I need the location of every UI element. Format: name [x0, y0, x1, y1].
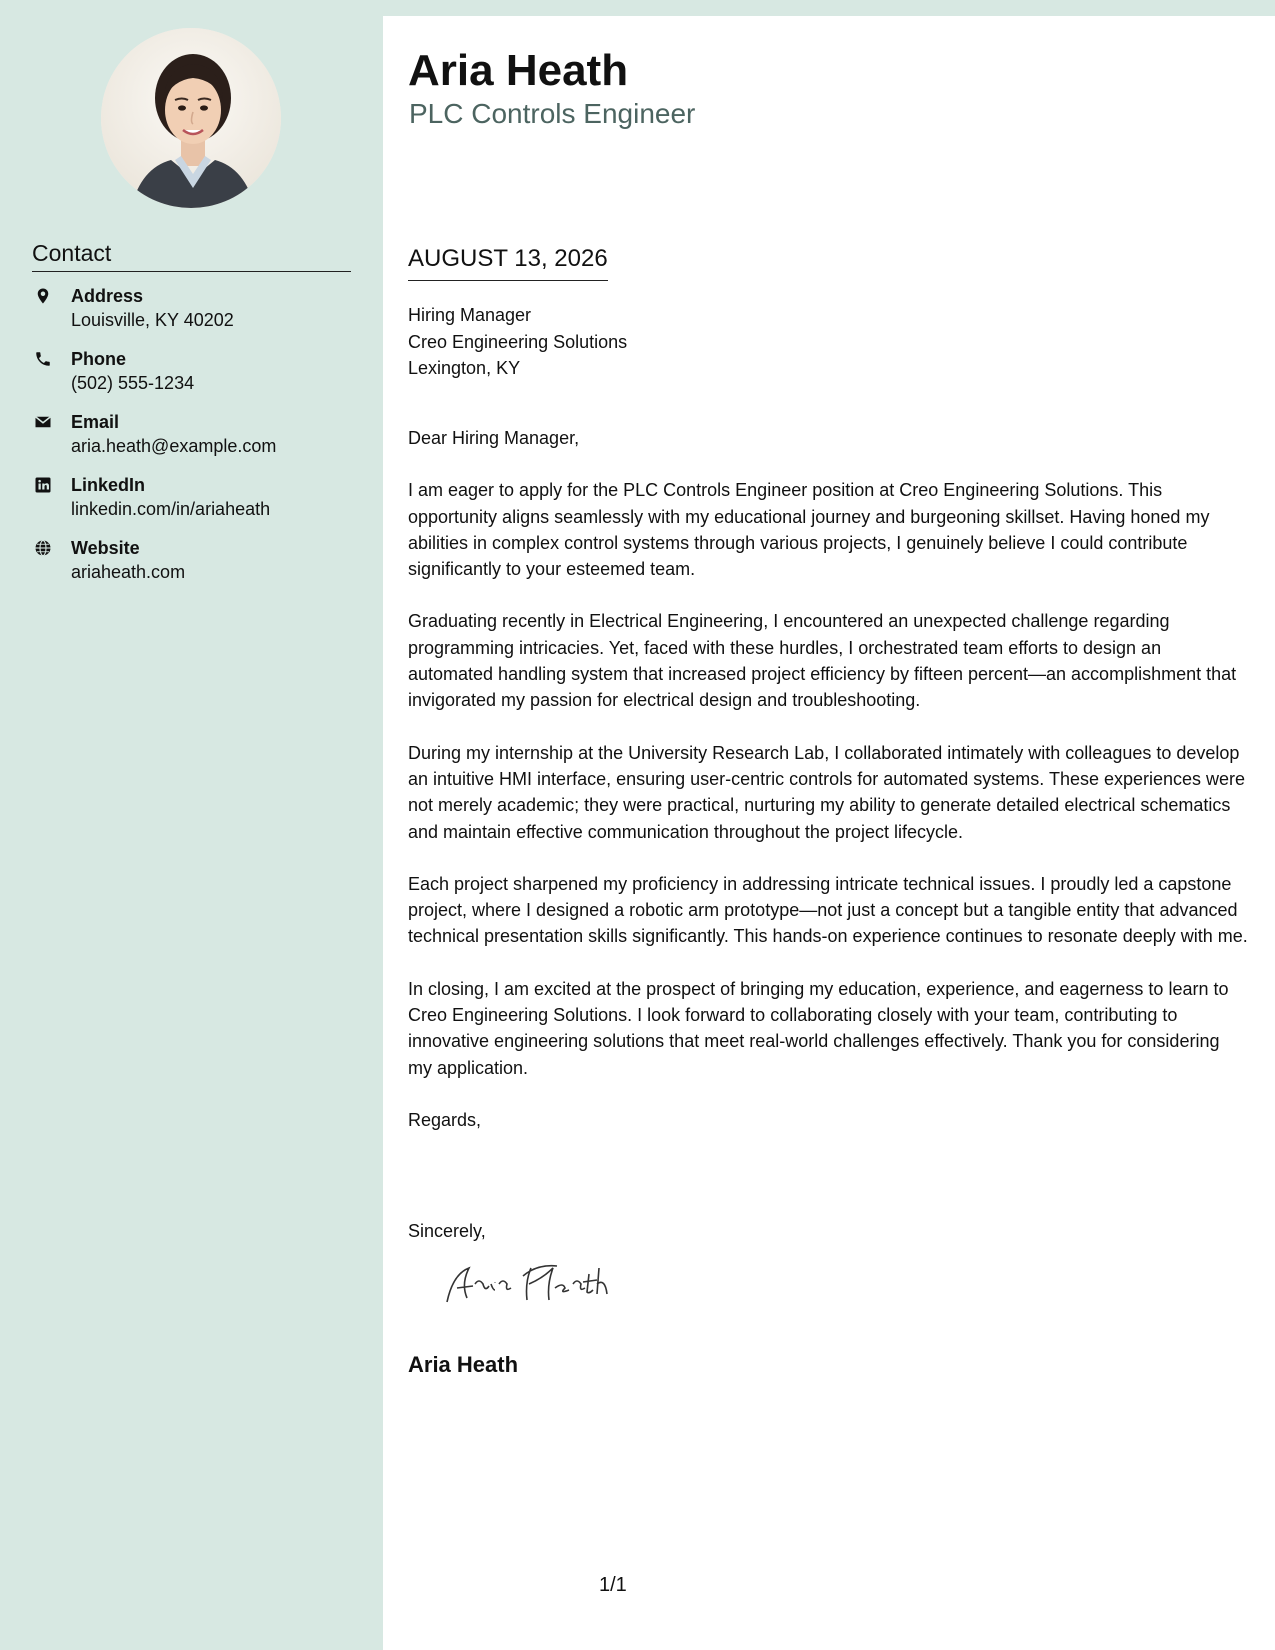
contact-website — [32, 536, 362, 599]
contact-address — [32, 284, 362, 347]
contact-email — [32, 410, 362, 473]
regards: Regards, — [408, 1109, 482, 1130]
avatar — [101, 28, 281, 208]
sidebar — [0, 0, 383, 1650]
recipient-line: Creo Engineering Solutions — [408, 331, 628, 352]
letter-paragraph: During my internship at the University Research Lab, I collaborated intimately with colleagues to develop an intuitive HMI interface, ensuring user-centric controls for automated systems. These experiences were not merely academic; they were practical, nurturing my ability to generate detailed electrical schematics and maintain effective communication throughout the project lifecycle. — [408, 742, 1246, 842]
contact-label: Website — [71, 538, 140, 558]
letter-date: AUGUST 13, 2026 — [408, 242, 608, 281]
job-title: PLC Controls Engineer — [409, 98, 696, 129]
contact-value: Louisville, KY 40202 — [71, 310, 234, 330]
letter-paragraph: Graduating recently in Electrical Engineering, I encountered an unexpected challenge regarding programming intricacies. Yet, faced with these hurdles, I orchestrated team efforts to design an automated handling system that increased project efficiency by fifteen percent—an accomplishment that invigorated my passion for electrical design and troubleshooting. — [408, 611, 1237, 711]
sincerely: Sincerely, — [408, 1221, 486, 1241]
contact-phone — [32, 347, 362, 410]
contact-label: Address — [71, 286, 144, 306]
envelope-icon — [34, 413, 52, 431]
letter-paragraph: In closing, I am excited at the prospect of bringing my education, experience, and eagerness to learn to Creo Engineering Solutions. I look forward to collaborating closely with your team, contributing to innovative engineering solutions that meet real-world challenges effectively. Thank you for considering my application. — [408, 978, 1229, 1078]
linkedin-icon — [34, 476, 52, 494]
recipient-line: Lexington, KY — [408, 358, 521, 378]
letter-body — [408, 425, 1248, 1159]
salutation: Dear Hiring Manager, — [408, 428, 580, 448]
contact-label: Email — [71, 412, 120, 432]
letter-paragraph: I am eager to apply for the PLC Controls Engineer position at Creo Engineering Solutions. This opportunity aligns seamlessly with my educational journey and burgeoning skillset. Having honed my abilities in complex control systems through various projects, I genuinely believe I could contribute significantly to your esteemed team. — [408, 480, 1210, 580]
globe-icon — [34, 539, 52, 557]
contact-linkedin — [32, 473, 362, 536]
contact-value[interactable]: aria.heath@example.com — [71, 436, 277, 456]
contact-value[interactable]: ariaheath.com — [71, 562, 186, 582]
letter-paragraph: Each project sharpened my proficiency in addressing intricate technical issues. I proudly led a capstone project, where I designed a robotic arm prototype—not just a concept but a tangible entity that advanced technical presentation skills significantly. This hands-on experience continues to resonate deeply with me. — [408, 873, 1248, 947]
contact-value: (502) 555-1234 — [71, 373, 195, 393]
phone-icon — [34, 350, 52, 368]
contact-list — [32, 284, 362, 599]
handwritten-signature — [439, 1254, 639, 1314]
contact-label: Phone — [71, 349, 127, 369]
contact-section-title: Contact — [32, 240, 351, 272]
contact-label: LinkedIn — [71, 475, 146, 495]
page-number: 1/1 — [599, 1574, 627, 1596]
recipient-line: Hiring Manager — [408, 305, 532, 325]
applicant-name: Aria Heath — [408, 46, 629, 95]
contact-value[interactable]: linkedin.com/in/ariaheath — [71, 499, 271, 519]
map-pin-icon — [34, 287, 52, 305]
signature-name: Aria Heath — [408, 1352, 519, 1377]
letter-main — [383, 16, 1275, 1650]
recipient-block — [408, 302, 627, 382]
portrait-photo — [101, 28, 281, 208]
